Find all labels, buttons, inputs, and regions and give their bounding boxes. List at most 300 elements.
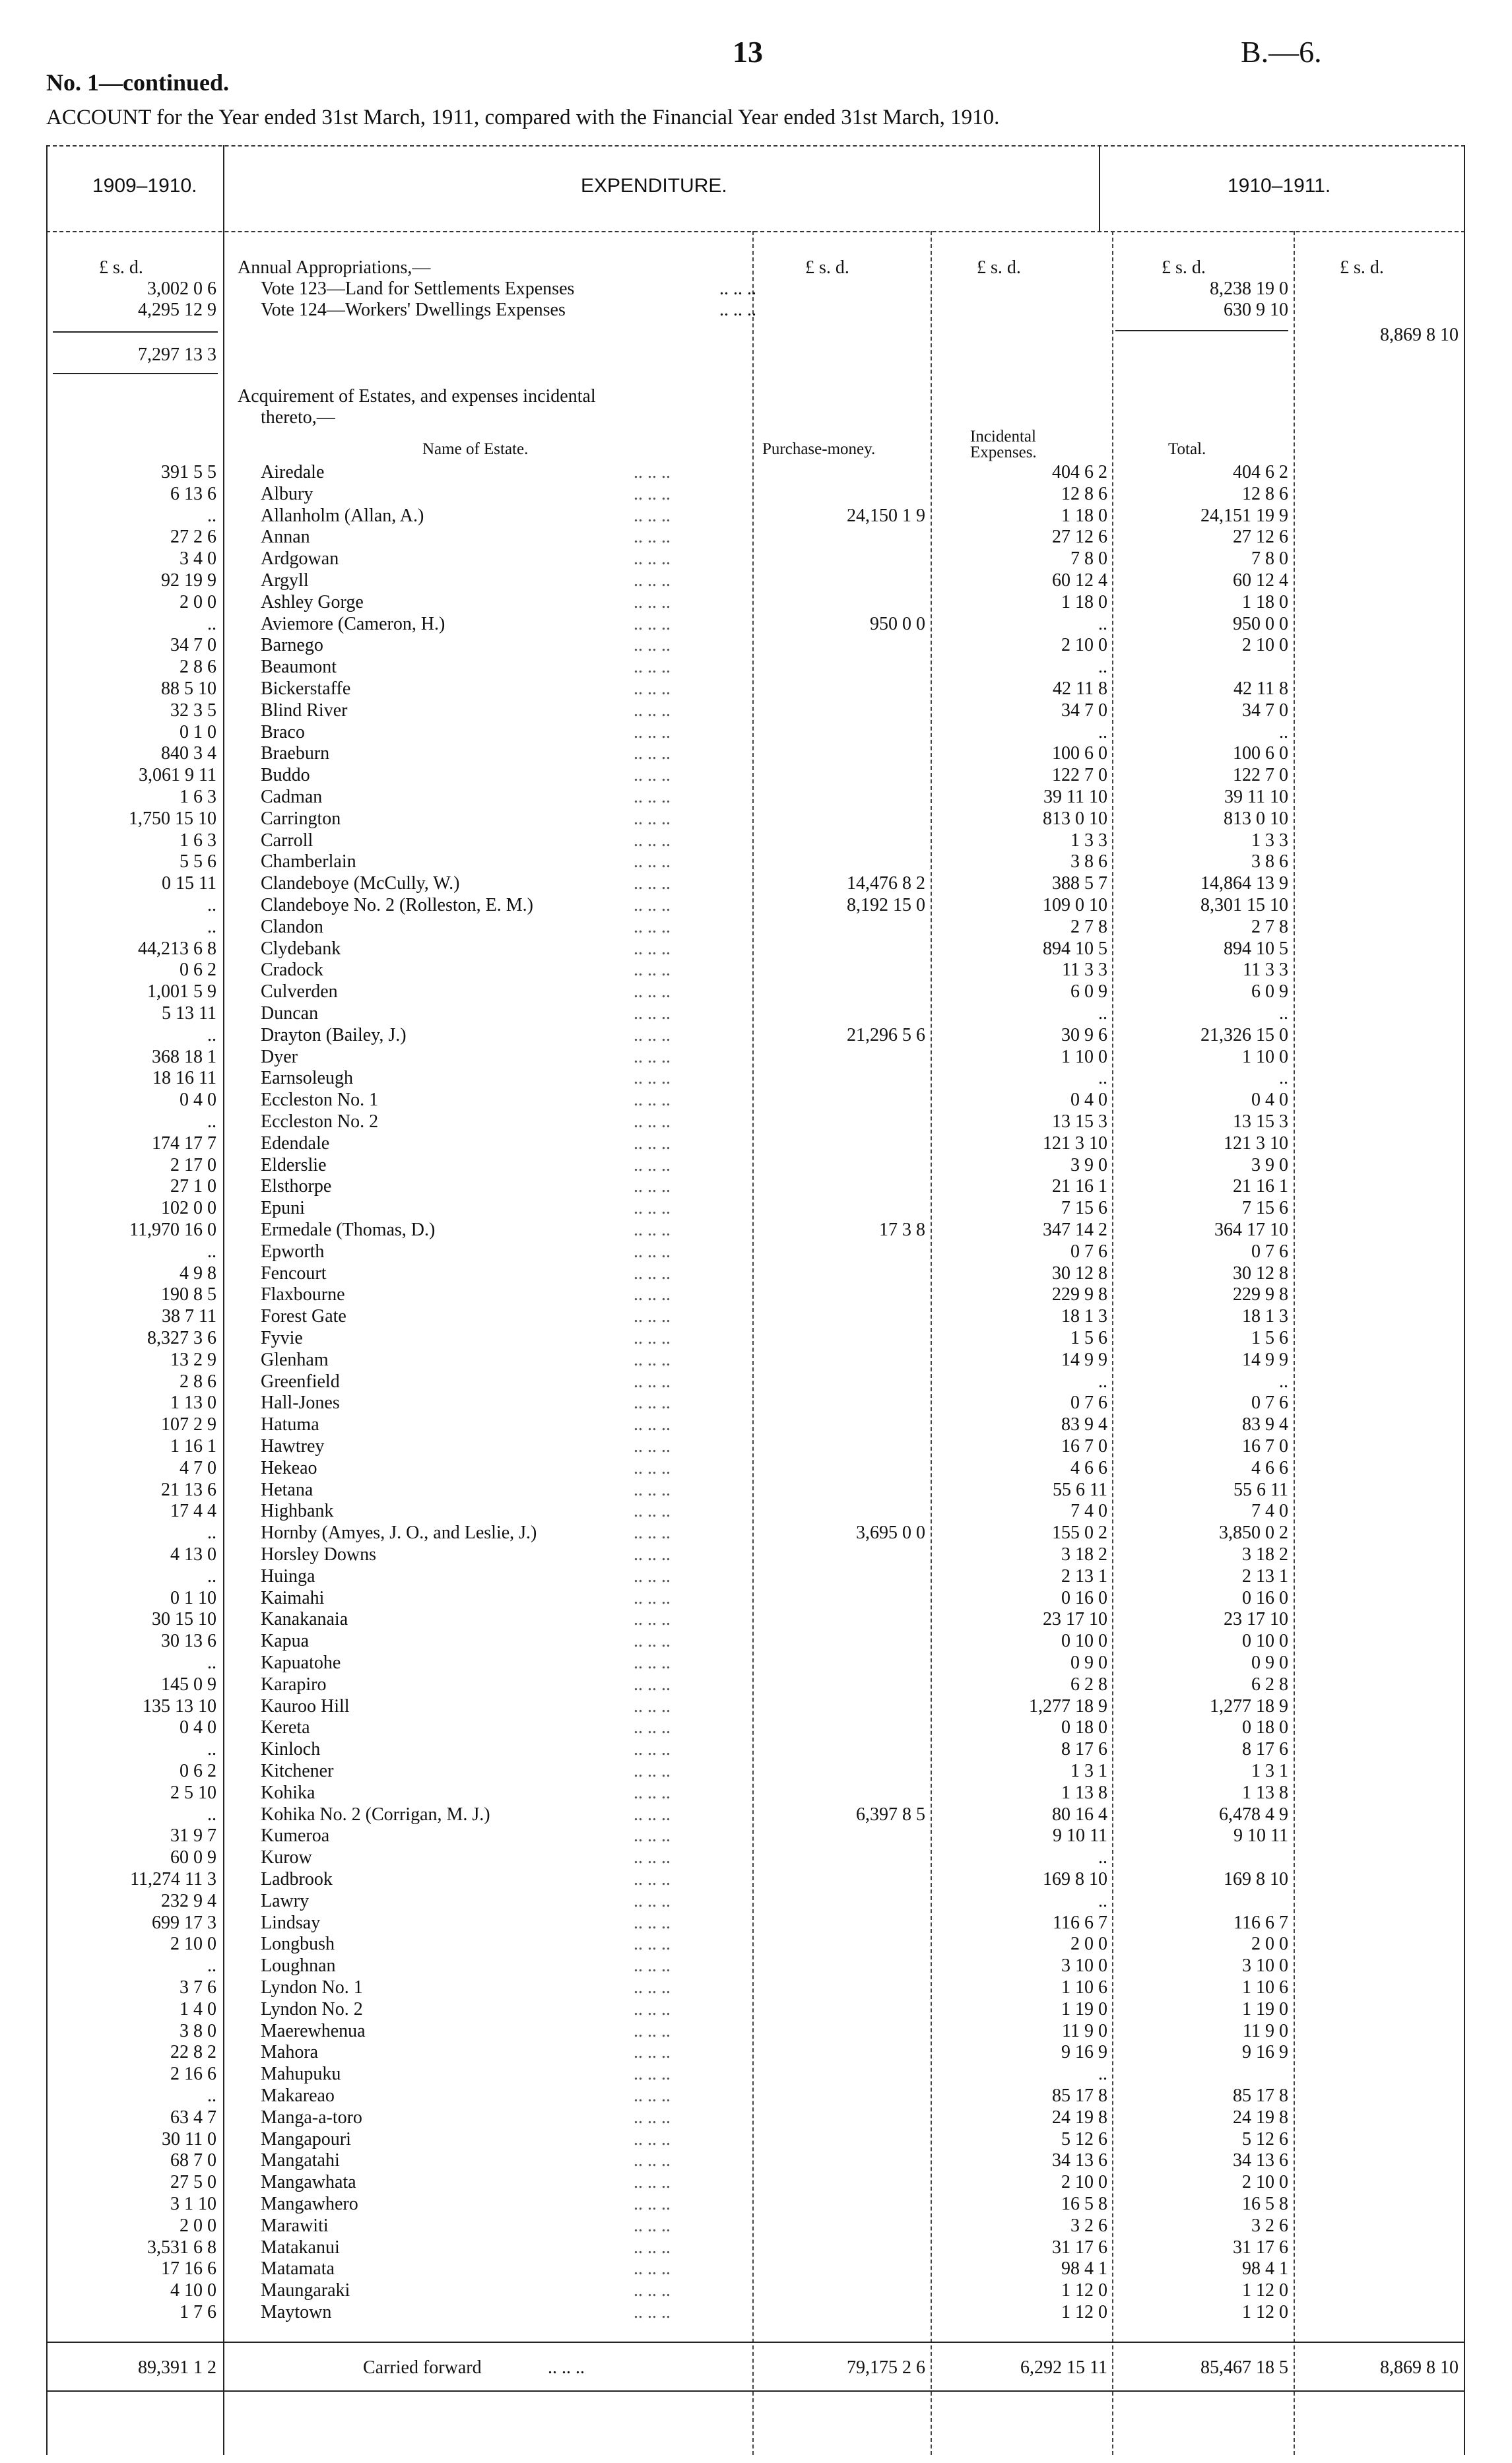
estate-total: 0 16 0 (1242, 1588, 1288, 1608)
annual-prev-1: 3,002 0 6 (147, 279, 216, 299)
estate-total: 2 0 0 (1251, 1934, 1288, 1954)
estate-name: Clandon (261, 917, 323, 937)
annual-heading: Annual Appropriations,— (238, 257, 431, 278)
estate-prev-amount: 92 19 9 (161, 570, 216, 591)
estate-total: 2 10 0 (1242, 2172, 1288, 2192)
estate-incidental-expenses: 98 4 1 (1061, 2258, 1107, 2279)
estate-prev-amount: .. (207, 2085, 216, 2106)
lsd-header-total: £ s. d. (1162, 257, 1206, 278)
estate-prev-amount: 31 9 7 (170, 1825, 216, 1846)
estate-prev-amount: 1 6 3 (180, 830, 216, 851)
continued-label: No. 1—continued. (46, 69, 230, 96)
estate-prev-amount: 0 4 0 (180, 1717, 216, 1738)
leader-dots: .. .. .. (634, 851, 671, 872)
estate-incidental-expenses: 0 7 6 (1070, 1393, 1107, 1413)
estate-incidental-expenses: 27 12 6 (1052, 527, 1107, 547)
footer-prev-total: 89,391 1 2 (138, 2357, 216, 2378)
estate-incidental-expenses: 2 10 0 (1061, 2172, 1107, 2192)
estate-prev-amount: 190 8 5 (161, 1284, 216, 1305)
leader-dots: .. .. .. (634, 1566, 671, 1587)
estate-prev-amount: 8,327 3 6 (147, 1328, 216, 1348)
estate-name: Manga-a-toro (261, 2107, 362, 2128)
estate-name: Braco (261, 722, 305, 742)
estate-prev-amount: 1,001 5 9 (147, 981, 216, 1002)
estate-name: Lyndon No. 1 (261, 1977, 363, 1998)
leader-dots: .. .. .. (634, 981, 671, 1002)
annual-amount-rule (1115, 330, 1288, 331)
estate-name: Kumeroa (261, 1825, 330, 1846)
leader-dots: .. .. .. (634, 808, 671, 829)
estate-total: 0 10 0 (1242, 1631, 1288, 1651)
leader-dots: .. .. .. (634, 1111, 671, 1132)
leader-dots: .. .. .. (634, 1609, 671, 1629)
estate-total: 0 7 6 (1251, 1393, 1288, 1413)
estate-prev-amount: 1 7 6 (180, 2302, 216, 2322)
leader-dots: .. .. .. (634, 2042, 671, 2062)
estate-prev-amount: .. (207, 917, 216, 937)
estate-prev-amount: .. (207, 895, 216, 915)
estate-incidental-expenses: 18 1 3 (1061, 1306, 1107, 1327)
lsd-header-prev: £ s. d. (99, 257, 143, 278)
header-top-rule (46, 145, 1465, 147)
estate-total: 404 6 2 (1233, 462, 1288, 482)
estate-total: 21,326 15 0 (1200, 1025, 1288, 1045)
estate-incidental-expenses: 116 6 7 (1053, 1913, 1107, 1933)
estate-total: 0 9 0 (1251, 1653, 1288, 1673)
leader-dots: .. .. .. (634, 1306, 671, 1327)
estate-total: 1 19 0 (1242, 1999, 1288, 2020)
estate-name: Bickerstaffe (261, 678, 351, 699)
estate-total: 1 12 0 (1242, 2280, 1288, 2301)
estate-name: Kohika (261, 1783, 315, 1803)
estate-incidental-expenses: 100 6 0 (1052, 743, 1107, 764)
leader-dots: .. .. .. (634, 1414, 671, 1435)
estate-total: 894 10 5 (1224, 938, 1288, 959)
estate-incidental-expenses: 1 5 6 (1070, 1328, 1107, 1348)
estate-total: 34 7 0 (1242, 700, 1288, 721)
estate-prev-amount: 30 13 6 (161, 1631, 216, 1651)
estate-name: Kapua (261, 1631, 310, 1651)
estate-prev-amount: 699 17 3 (152, 1913, 216, 1933)
estate-incidental-expenses: 109 0 10 (1043, 895, 1107, 915)
expenditure-heading: EXPENDITURE. (581, 175, 727, 197)
estate-total: 21 16 1 (1233, 1176, 1288, 1197)
estate-name: Makareao (261, 2085, 335, 2106)
estate-prev-amount: 4 13 0 (170, 1544, 216, 1565)
estate-purchase-money: 950 0 0 (870, 614, 925, 634)
leader-dots: .. .. .. (634, 635, 671, 655)
leader-dots: .. .. .. (634, 1480, 671, 1500)
estate-prev-amount: 2 16 6 (170, 2064, 216, 2084)
estate-prev-amount: .. (207, 1025, 216, 1045)
leader-dots: .. .. .. (634, 743, 671, 764)
estate-incidental-expenses: 9 16 9 (1061, 2042, 1107, 2062)
estate-incidental-expenses: 1 18 0 (1061, 592, 1107, 612)
estate-incidental-expenses: 6 2 8 (1070, 1674, 1107, 1695)
estate-name: Hall-Jones (261, 1393, 340, 1413)
leader-dots: .. .. .. (634, 678, 671, 699)
estate-incidental-expenses: 0 16 0 (1061, 1588, 1107, 1608)
leader-dots: .. .. .. (634, 765, 671, 785)
leader-dots: .. .. .. (634, 1155, 671, 1175)
estate-incidental-expenses: 1 10 0 (1061, 1047, 1107, 1067)
estate-prev-amount: 1 6 3 (180, 787, 216, 807)
estate-prev-amount: 3 1 10 (170, 2194, 216, 2214)
estate-name: Ashley Gorge (261, 592, 364, 612)
estate-name: Mahora (261, 2042, 319, 2062)
estate-total: 1 3 3 (1251, 830, 1288, 851)
annual-label-2: Vote 124—Workers' Dwellings Expenses (261, 300, 566, 320)
estate-total: 0 4 0 (1251, 1090, 1288, 1110)
page-number: 13 (733, 35, 763, 69)
estate-incidental-expenses: .. (1098, 2064, 1107, 2084)
annual-prev-2: 4,295 12 9 (138, 300, 216, 320)
estate-total: 122 7 0 (1233, 765, 1288, 785)
estate-prev-amount: 102 0 0 (161, 1198, 216, 1218)
estate-total: 98 4 1 (1242, 2258, 1288, 2279)
divider-prev (223, 145, 224, 2455)
estate-incidental-expenses: 388 5 7 (1052, 873, 1107, 894)
annual-amount-2: 630 9 10 (1224, 300, 1288, 320)
leader-dots: .. .. .. (634, 1653, 671, 1673)
estate-incidental-expenses: 2 13 1 (1061, 1566, 1107, 1587)
estate-prev-amount: 174 17 7 (152, 1133, 216, 1154)
leader-dots: .. .. .. (634, 1350, 671, 1370)
estate-purchase-money: 6,397 8 5 (856, 1804, 925, 1825)
estate-incidental-expenses: 2 7 8 (1070, 917, 1107, 937)
estate-prev-amount: 2 5 10 (170, 1783, 216, 1803)
estate-total: 6 2 8 (1251, 1674, 1288, 1695)
estate-name: Eccleston No. 1 (261, 1090, 379, 1110)
estate-incidental-expenses: .. (1098, 1068, 1107, 1088)
leader-dots: .. .. .. (634, 1913, 671, 1933)
estate-name: Hornby (Amyes, J. O., and Leslie, J.) (261, 1523, 537, 1543)
divider-purchase (752, 231, 754, 2455)
estate-total: 14 9 9 (1242, 1350, 1288, 1370)
leader-dots: .. .. .. (634, 917, 671, 937)
lsd-header-incidental: £ s. d. (977, 257, 1021, 278)
lsd-header-purchase: £ s. d. (805, 257, 849, 278)
estate-prev-amount: 3,061 9 11 (139, 765, 216, 785)
estate-name: Flaxbourne (261, 1284, 345, 1305)
estate-total: 7 15 6 (1242, 1198, 1288, 1218)
estate-prev-amount: 27 1 0 (170, 1176, 216, 1197)
account-title: ACCOUNT for the Year ended 31st March, 1911, compared with the Financial Year ended 31st March, 1910. (46, 106, 1000, 129)
estate-total: 39 11 10 (1224, 787, 1288, 807)
name-of-estate-header: Name of Estate. (422, 440, 529, 458)
estate-incidental-expenses: 122 7 0 (1052, 765, 1107, 785)
estate-prev-amount: 2 10 0 (170, 1934, 216, 1954)
estate-name: Hawtrey (261, 1436, 325, 1457)
estate-incidental-expenses: 0 7 6 (1070, 1241, 1107, 1262)
leader-dots: .. .. .. (634, 1891, 671, 1911)
estate-incidental-expenses: 1 13 8 (1061, 1783, 1107, 1803)
leader-dots: .. .. .. (634, 1328, 671, 1348)
leader-dots: .. .. .. (634, 1501, 671, 1521)
estate-incidental-expenses: .. (1098, 1847, 1107, 1868)
estate-name: Mangawhata (261, 2172, 356, 2192)
estate-prev-amount: 0 6 2 (180, 1761, 216, 1781)
estate-name: Ermedale (Thomas, D.) (261, 1220, 436, 1240)
estate-total: .. (1279, 1068, 1288, 1088)
estate-total: 16 7 0 (1242, 1436, 1288, 1457)
leader-dots: .. .. .. (634, 548, 671, 569)
estate-incidental-expenses: 85 17 8 (1052, 2085, 1107, 2106)
estate-prev-amount: 2 0 0 (180, 2216, 216, 2236)
leader-dots: .. .. .. (634, 2064, 671, 2084)
estate-name: Braeburn (261, 743, 330, 764)
estate-total: .. (1279, 722, 1288, 742)
leader-dots: .. .. .. (634, 484, 671, 504)
estate-incidental-expenses: 5 12 6 (1061, 2129, 1107, 2150)
estate-total: 1 3 1 (1251, 1761, 1288, 1781)
estate-total: 55 6 11 (1233, 1480, 1288, 1500)
estate-incidental-expenses: 813 0 10 (1043, 808, 1107, 829)
estate-prev-amount: 1 13 0 (170, 1393, 216, 1413)
frame-left (46, 145, 48, 2455)
estate-total: 8 17 6 (1242, 1739, 1288, 1759)
estate-prev-amount: 27 5 0 (170, 2172, 216, 2192)
estate-prev-amount: 3 4 0 (180, 548, 216, 569)
leader-dots: .. .. .. (634, 2258, 671, 2279)
leader-dots: .. .. .. (634, 1003, 671, 1024)
estate-total: 121 3 10 (1224, 1133, 1288, 1154)
estate-name: Elderslie (261, 1155, 327, 1175)
estate-incidental-expenses: 6 0 9 (1070, 981, 1107, 1002)
estate-prev-amount: .. (207, 1111, 216, 1132)
annual-prev-rule-2 (53, 373, 218, 374)
estate-incidental-expenses: 31 17 6 (1052, 2237, 1107, 2258)
estate-name: Lawry (261, 1891, 310, 1911)
estate-name: Mangatahi (261, 2150, 340, 2171)
leader-dots: .. .. .. (634, 1523, 671, 1543)
footer-total: 85,467 18 5 (1200, 2357, 1288, 2378)
leader-dots: .. .. .. (634, 1241, 671, 1262)
estate-purchase-money: 3,695 0 0 (856, 1523, 925, 1543)
leader-dots: .. .. .. (634, 1458, 671, 1478)
estate-purchase-money: 8,192 15 0 (847, 895, 925, 915)
estate-prev-amount: .. (207, 1241, 216, 1262)
estate-prev-amount: 3 8 0 (180, 2021, 216, 2041)
estate-name: Argyll (261, 570, 309, 591)
estate-incidental-expenses: 169 8 10 (1043, 1869, 1107, 1889)
leader-dots: .. .. .. (634, 1198, 671, 1218)
estate-purchase-money: 14,476 8 2 (847, 873, 925, 894)
estate-prev-amount: 6 13 6 (170, 484, 216, 504)
leader-dots: .. .. .. (634, 2216, 671, 2236)
estate-prev-amount: .. (207, 1739, 216, 1759)
estate-prev-amount: 5 5 6 (180, 851, 216, 872)
estate-total: 85 17 8 (1233, 2085, 1288, 2106)
estate-name: Highbank (261, 1501, 334, 1521)
carried-forward-label: Carried forward (363, 2357, 482, 2378)
estate-purchase-money: 17 3 8 (879, 1220, 925, 1240)
estate-total: 3 9 0 (1251, 1155, 1288, 1175)
leader-dots: .. .. .. (634, 722, 671, 742)
estate-name: Earnsoleugh (261, 1068, 353, 1088)
estate-name: Epuni (261, 1198, 305, 1218)
estate-name: Matamata (261, 2258, 335, 2279)
estate-prev-amount: .. (207, 506, 216, 526)
estate-incidental-expenses: 7 15 6 (1061, 1198, 1107, 1218)
estate-incidental-expenses: .. (1098, 1891, 1107, 1911)
estate-prev-amount: 0 15 11 (162, 873, 216, 894)
estate-prev-amount: 44,213 6 8 (138, 938, 216, 959)
estate-incidental-expenses: 42 11 8 (1053, 678, 1107, 699)
leader-dots: .. .. .. (634, 1717, 671, 1738)
estate-prev-amount: 391 5 5 (161, 462, 216, 482)
purchase-money-header: Purchase-money. (762, 440, 876, 458)
annual-total: 8,869 8 10 (1380, 325, 1459, 345)
leader-dots: .. .. .. (634, 462, 671, 482)
leader-dots: .. .. .. (634, 2280, 671, 2301)
estate-total: 34 13 6 (1233, 2150, 1288, 2171)
lsd-header-right: £ s. d. (1340, 257, 1384, 278)
leader-dots: .. .. .. (634, 592, 671, 612)
estate-incidental-expenses: 11 3 3 (1062, 960, 1107, 980)
estate-incidental-expenses: 80 16 4 (1052, 1804, 1107, 1825)
estate-name: Loughnan (261, 1955, 336, 1976)
estate-total: 5 12 6 (1242, 2129, 1288, 2150)
estate-prev-amount: 60 0 9 (170, 1847, 216, 1868)
leader-dots: .. .. .. (634, 1847, 671, 1868)
estate-incidental-expenses: 13 15 3 (1052, 1111, 1107, 1132)
leader-dots: .. .. .. (634, 506, 671, 526)
estate-prev-amount: 88 5 10 (161, 678, 216, 699)
estate-name: Carroll (261, 830, 313, 851)
estate-total: 24,151 19 9 (1200, 506, 1288, 526)
estate-total: 813 0 10 (1224, 808, 1288, 829)
leader-dots: .. .. .. (634, 1804, 671, 1825)
leader-dots: .. .. .. (634, 2172, 671, 2192)
estate-prev-amount: 30 11 0 (162, 2129, 216, 2150)
estate-incidental-expenses: 60 12 4 (1052, 570, 1107, 591)
estate-incidental-expenses: 39 11 10 (1043, 787, 1107, 807)
estate-name: Maytown (261, 2302, 332, 2322)
estate-incidental-expenses: .. (1098, 1371, 1107, 1392)
leader-dots: .. .. .. (634, 1977, 671, 1998)
estate-name: Carrington (261, 808, 341, 829)
estate-name: Kaimahi (261, 1588, 325, 1608)
leader-dots: .. .. .. (634, 787, 671, 807)
estate-total: 27 12 6 (1233, 527, 1288, 547)
estate-total: 24 19 8 (1233, 2107, 1288, 2128)
estate-prev-amount: .. (207, 614, 216, 634)
leader-dots: .. .. .. (634, 570, 671, 591)
estate-total: 1 18 0 (1242, 592, 1288, 612)
year-right-heading: 1910–1911. (1228, 175, 1331, 197)
estate-total: 1 10 6 (1242, 1977, 1288, 1998)
estate-name: Karapiro (261, 1674, 327, 1695)
estate-prev-amount: 368 18 1 (152, 1047, 216, 1067)
estate-total: 4 6 6 (1251, 1458, 1288, 1478)
estate-incidental-expenses: 3 18 2 (1061, 1544, 1107, 1565)
estate-name: Clandeboye (McCully, W.) (261, 873, 460, 894)
estate-prev-amount: 17 4 4 (170, 1501, 216, 1521)
estate-name: Huinga (261, 1566, 315, 1587)
annual-amount-1: 8,238 19 0 (1210, 279, 1288, 299)
estate-incidental-expenses: 16 5 8 (1061, 2194, 1107, 2214)
leader-dots: .. .. .. (634, 1068, 671, 1088)
estate-total: 1,277 18 9 (1210, 1696, 1288, 1717)
estate-name: Mangapouri (261, 2129, 351, 2150)
leader-dots: .. .. .. (634, 1783, 671, 1803)
estate-prev-amount: 22 8 2 (170, 2042, 216, 2062)
leader-dots: .. .. .. (634, 614, 671, 634)
estate-name: Epworth (261, 1241, 325, 1262)
estate-total: 42 11 8 (1233, 678, 1288, 699)
estate-prev-amount: 135 13 10 (143, 1696, 216, 1717)
acquirement-heading: Acquirement of Estates, and expenses incidental (238, 386, 596, 407)
estate-total: 1 13 8 (1242, 1783, 1288, 1803)
estate-name: Blind River (261, 700, 348, 721)
leader-dots: .. .. .. (634, 1869, 671, 1889)
estate-incidental-expenses: 16 7 0 (1061, 1436, 1107, 1457)
estate-name: Barnego (261, 635, 323, 655)
estate-incidental-expenses: 894 10 5 (1043, 938, 1107, 959)
estate-name: Kereta (261, 1717, 310, 1738)
year-left-heading: 1909–1910. (92, 175, 197, 197)
estate-incidental-expenses: 0 18 0 (1061, 1717, 1107, 1738)
estate-prev-amount: .. (207, 1653, 216, 1673)
estate-incidental-expenses: 2 0 0 (1070, 1934, 1107, 1954)
estate-name: Dyer (261, 1047, 298, 1067)
estate-total: 3 2 6 (1251, 2216, 1288, 2236)
estate-prev-amount: 0 4 0 (180, 1090, 216, 1110)
estate-name: Kauroo Hill (261, 1696, 350, 1717)
estate-name: Cadman (261, 787, 323, 807)
estate-name: Lindsay (261, 1913, 321, 1933)
leader-dots: .. .. .. (634, 1955, 671, 1976)
estate-prev-amount: 68 7 0 (170, 2150, 216, 2171)
estate-name: Eccleston No. 2 (261, 1111, 379, 1132)
estate-incidental-expenses: 1 3 1 (1070, 1761, 1107, 1781)
estate-name: Fyvie (261, 1328, 303, 1348)
estate-total: 9 16 9 (1242, 2042, 1288, 2062)
estate-incidental-expenses: 8 17 6 (1061, 1739, 1107, 1759)
estate-prev-amount: 3,531 6 8 (147, 2237, 216, 2258)
incidental-header: Incidental Expenses. (970, 428, 1037, 461)
estate-name: Kinloch (261, 1739, 321, 1759)
estate-prev-amount: 4 9 8 (180, 1263, 216, 1284)
estate-prev-amount: 1 4 0 (180, 1999, 216, 2020)
estate-total: 1 10 0 (1242, 1047, 1288, 1067)
estate-name: Mahupuku (261, 2064, 341, 2084)
divider-rightmost (1294, 231, 1295, 2455)
estate-name: Cradock (261, 960, 323, 980)
leader-dots: .. .. .. (634, 1284, 671, 1305)
leader-dots: .. .. .. (634, 527, 671, 547)
footer-right-total: 8,869 8 10 (1380, 2357, 1459, 2378)
estate-total: 169 8 10 (1224, 1869, 1288, 1889)
estate-prev-amount: 38 7 11 (162, 1306, 216, 1327)
estate-prev-amount: 13 2 9 (170, 1350, 216, 1370)
estate-incidental-expenses: .. (1098, 1003, 1107, 1024)
estate-incidental-expenses: 1 10 6 (1061, 1977, 1107, 1998)
leader-dots: .. .. .. (634, 1999, 671, 2020)
leader-dots: .. .. .. (634, 1588, 671, 1608)
estate-name: Drayton (Bailey, J.) (261, 1025, 407, 1045)
estate-incidental-expenses: 0 10 0 (1061, 1631, 1107, 1651)
estate-prev-amount: 34 7 0 (170, 635, 216, 655)
footer-bottom-rule (46, 2390, 1465, 2392)
estate-prev-amount: 18 16 11 (152, 1068, 216, 1088)
estate-incidental-expenses: 2 10 0 (1061, 635, 1107, 655)
estate-incidental-expenses: 404 6 2 (1052, 462, 1107, 482)
estate-name: Matakanui (261, 2237, 340, 2258)
estate-name: Hetana (261, 1480, 313, 1500)
estate-total: 116 6 7 (1233, 1913, 1288, 1933)
